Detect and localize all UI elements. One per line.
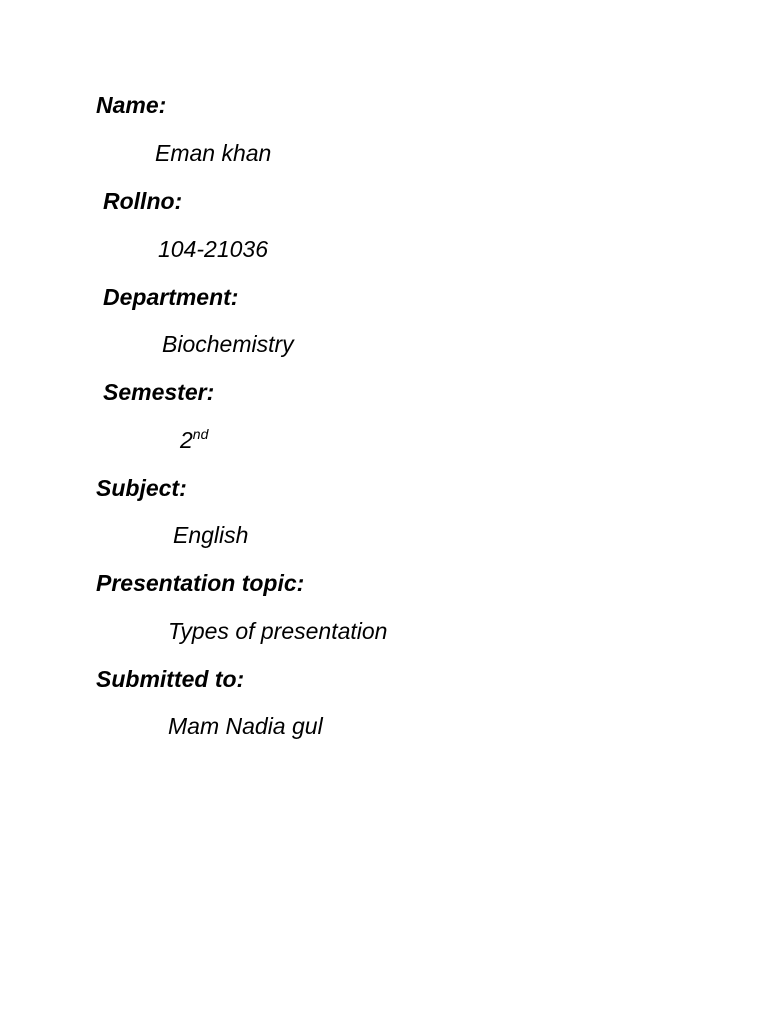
submitted-to-label: Submitted to: — [96, 666, 245, 692]
topic-label: Presentation topic: — [96, 570, 305, 596]
semester-value — [180, 425, 208, 455]
subject-label: Subject: — [96, 475, 187, 501]
topic-value: Types of presentation — [168, 618, 388, 644]
department-label: Department: — [103, 284, 239, 310]
department-value: Biochemistry — [162, 331, 294, 357]
name-label: Name: — [96, 92, 167, 118]
subject-value: English — [173, 522, 249, 548]
submitted-to-value: Mam Nadia gul — [168, 713, 323, 739]
semester-label: Semester: — [103, 379, 215, 405]
rollno-label: Rollno: — [103, 188, 183, 214]
semester-suffix: nd — [192, 426, 209, 442]
name-value: Eman khan — [155, 140, 272, 166]
rollno-value: 104-21036 — [158, 236, 268, 262]
semester-number: 2 — [180, 427, 193, 453]
